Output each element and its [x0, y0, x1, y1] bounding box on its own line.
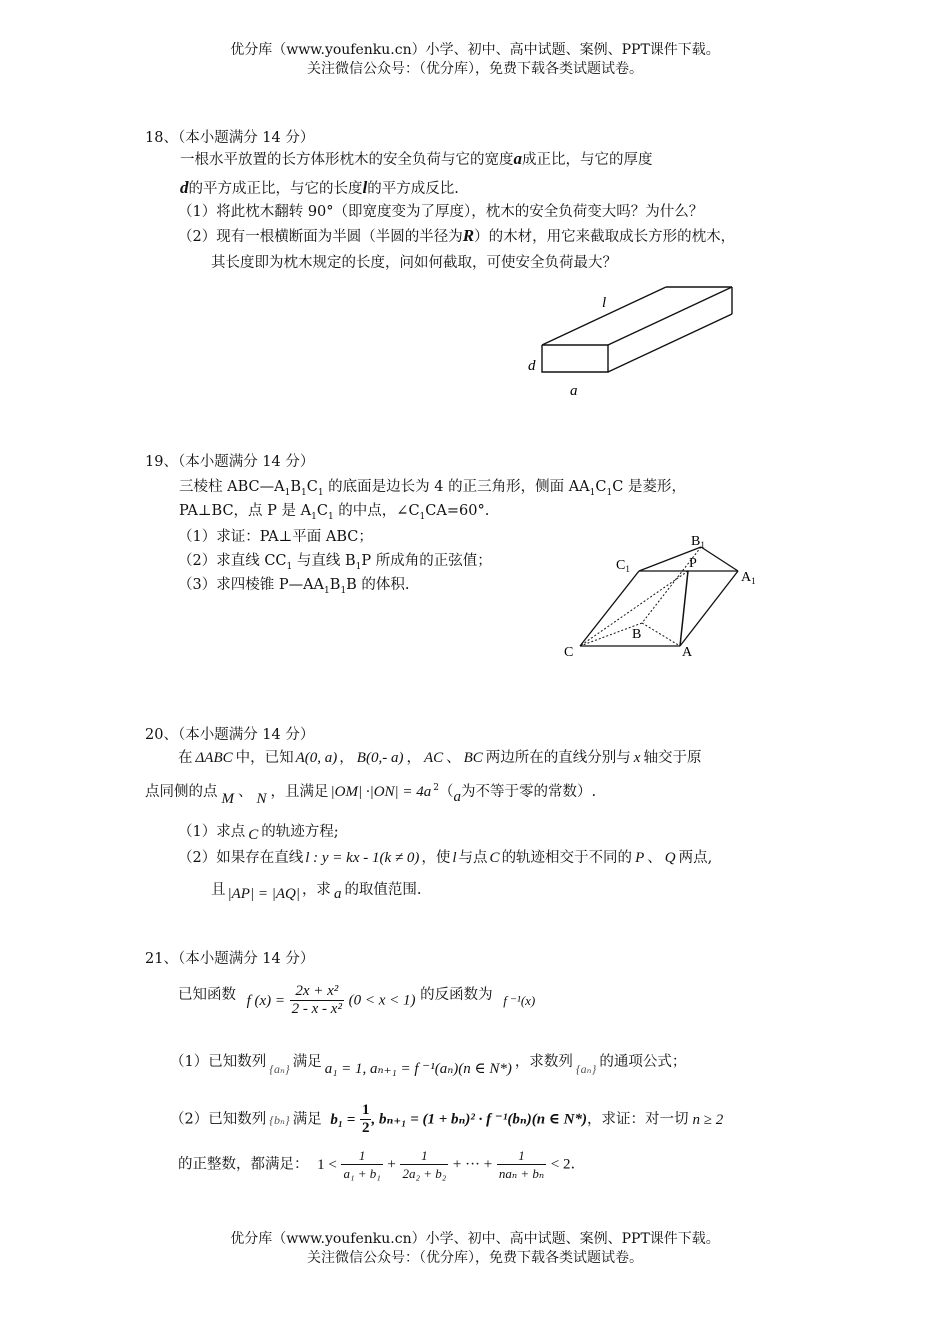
q19-title: 19、（本小题满分 14 分） — [145, 454, 315, 470]
label-d: d — [528, 358, 536, 374]
q20-sentence-2: 点同侧的点 M 、 N ，且满足 |OM| ·|ON| = 4a $^2$（a为不等于零的常数）. — [145, 783, 597, 807]
q21-part-1: （1）已知数列 $_{\{a_n\}}$ 满足 a₁ = 1, aₙ₊₁ = f ⁻¹(aₙ)(n ∈ N*) ，求数列 $_{\{a_n\}}$ 的通项公式； — [170, 1054, 687, 1077]
footer-line-2: 关注微信公众号：（优分库），免费下载各类试题试卷。 — [307, 1250, 643, 1266]
label-A1: A — [741, 570, 752, 585]
footer-line-1: 优分库（www.youfenku.cn）小学、初中、高中试题、案例、PPT课件下载。 — [230, 1231, 720, 1247]
q18-title: 18、（本小题满分 14 分） — [145, 130, 315, 146]
q18-part-2-cont: 其长度即为枕木规定的长度，问如何截取，可使安全负荷最大？ — [211, 255, 617, 271]
q20-part-1: （1）求点 C 的轨迹方程; — [178, 824, 339, 843]
q19-part-2: （2）求直线 $CC_1$ 与直线 $B_1P$ 所成角的正弦值； — [178, 553, 492, 572]
q20-title: 20、（本小题满分 14 分） — [145, 727, 315, 743]
q18-part-2: （2）现有一根横断面为半圆（半圆的半径为R）的木材，用它来截取成长方形的枕木， — [178, 226, 736, 245]
svg-text:A1: $A_1$ — [741, 570, 756, 586]
q21-part-2-cont: 的正整数，都满足： 1 < $\frac{1}{\text{a₁ + b₁}}$ + $\frac{1}{\text{2a₂ + b₂}}$ + ··· + $\frac{1}{\text{naₙ + bₙ}}$ < 2. — [178, 1148, 576, 1181]
label-B1: B — [691, 534, 701, 549]
q18-sentence-1: 一根水平放置的长方体形枕木的安全负荷与它的宽度a成正比，与它的厚度 — [180, 149, 653, 168]
q18-part-1: （1）将此枕木翻转 90°（即宽度变为了厚度），枕木的安全负荷变大吗？为什么？ — [178, 204, 704, 220]
q18-cuboid-figure — [520, 282, 750, 402]
q18-sentence-2: d的平方成正比，与它的长度l的平方成反比. — [180, 178, 459, 197]
q19-part-3: （3）求四棱锥 $P—AA_1B_1B$ 的体积. — [178, 577, 410, 596]
label-B: B — [632, 627, 642, 642]
label-a: a — [570, 383, 578, 399]
label-C: C — [564, 645, 574, 660]
label-C1: C — [616, 558, 626, 573]
q19-part-1: （1）求证：PA⊥平面 ABC； — [178, 529, 373, 545]
label-P: P — [689, 556, 697, 571]
q21-part-2: （2）已知数列 {bₙ} 满足 b₁ = $\frac{1}{2}$ , bₙ₊₁ = (1 + bₙ)² · f ⁻¹(bₙ)(n ∈ N*)，求证：对一切 n ≥ 2 — [170, 1102, 724, 1136]
header-line-2: 关注微信公众号：（优分库），免费下载各类试题试卷。 — [307, 61, 643, 77]
label-l: l — [602, 295, 607, 311]
q20-part-2: （2）如果存在直线 l : y = kx - 1(k ≠ 0) ，使 l 与点 C 的轨迹相交于不同的 P 、 Q 两点, — [178, 850, 713, 866]
q21-title: 21、（本小题满分 14 分） — [145, 951, 315, 967]
q19-sentence-1: 三棱柱 $ABC—A_1B_1C_1$ 的底面是边长为 4 的正三角形，侧面 $AA_1C_1C$ 是菱形， — [179, 479, 686, 498]
q20-sentence-1: 在 ΔABC 中，已知 A(0, a) ， B(0,- a) ， AC 、 BC 两边所在的直线分别与 x 轴交于原 — [178, 750, 702, 766]
q20-part-2-cont: 且 |AP| = |AQ| ，求 a 的取值范围. — [211, 882, 422, 902]
label-A: A — [682, 645, 693, 660]
q19-sentence-2: PA⊥BC，点 P 是 $A_1C_1$ 的中点，$\angle C_1CA=60^\circ$. — [179, 503, 490, 522]
svg-text:B1: $B_1$ — [691, 534, 705, 550]
q21-sentence-1: 已知函数 f (x) = $\frac{\text{2x + x²}}{\text{2 - x - x²}}$ (0 < x < 1) 的反函数为 f ⁻¹(x) — [178, 983, 536, 1017]
svg-text:C1: $C_1$ — [616, 558, 630, 574]
header-line-1: 优分库（www.youfenku.cn）小学、初中、高中试题、案例、PPT课件下载。 — [230, 42, 720, 58]
q19-prism-figure — [560, 528, 785, 663]
